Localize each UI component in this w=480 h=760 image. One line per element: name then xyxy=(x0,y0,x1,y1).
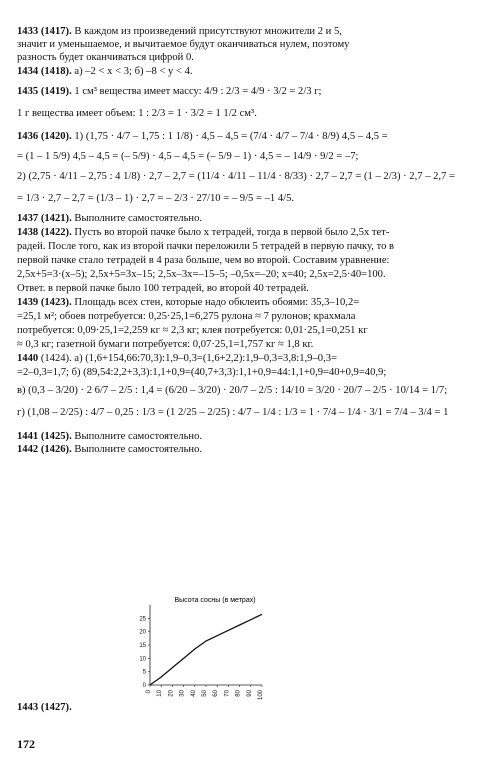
x-tick-label: 80 xyxy=(235,690,242,697)
exercise-text: (1424). а) (1,6+154,66:70,3):1,9–0,3=(1,6+2,2):1,9–0,3=3,8:1,9–0,3= xyxy=(38,353,337,364)
exercise-number: 1440 xyxy=(17,353,39,364)
exercise-text: Выполните самостоятельно. xyxy=(71,213,203,224)
x-tick-label: 0 xyxy=(146,690,152,694)
exercise-text: Площадь всех стен, которые надо обклеить обоями: 35,3–10,2= xyxy=(71,297,360,308)
text-line xyxy=(17,240,465,253)
text-line xyxy=(17,51,465,64)
text-line xyxy=(17,366,465,379)
exercise-text: = (1 – 1 5/9) 4,5 – 4,5 = (– 5/9) · 4,5 – 4,5 = (– 5/9 – 1) · 4,5 = – 14/9 · 9/2 = –7; xyxy=(17,151,359,162)
x-tick-label: 30 xyxy=(179,690,186,697)
text-line xyxy=(17,65,465,78)
exercise-text: 1) (1,75 · 4/7 – 1,75 : 1 1/8) · 4,5 – 4,5 = (7/4 · 4/7 – 7/4 · 8/9) 4,5 – 4,5 = xyxy=(71,131,388,142)
exercise-text: а) –2 < x < 3; б) –8 < y < 4. xyxy=(71,66,193,77)
text-line xyxy=(17,268,465,281)
exercise-text: первой пачке стало тетрадей в 4 раза больше, чем во второй. Составим уравнение: xyxy=(17,255,390,266)
y-tick-label: 15 xyxy=(139,643,146,649)
text-line xyxy=(17,107,465,120)
text-line xyxy=(17,296,465,309)
exercise-text: 1 г вещества имеет объем: 1 : 2/3 = 1 · 3/2 = 1 1/2 см³. xyxy=(17,108,257,119)
exercise-number: 1434 (1418). xyxy=(17,66,72,77)
exercise-text: = 1/3 · 2,7 – 2,7 = (1/3 – 1) · 2,7 = – 2/3 · 27/10 = – 9/5 = –1 4/5. xyxy=(17,193,295,204)
exercise-number: 1442 (1426). xyxy=(17,444,72,455)
text-line xyxy=(17,310,465,323)
exercise-text: В каждом из произведений присутствуют множители 2 и 5, xyxy=(71,26,342,37)
exercise-text: в) (0,3 – 3/20) · 2 6/7 – 2/5 : 1,4 = (6/20 – 3/20) · 20/7 – 2/5 : 14/10 = 3/20 · 20/7 – 2/5 · 10/14 = 1/7; xyxy=(17,385,448,396)
text-line xyxy=(17,226,465,239)
text-line xyxy=(17,430,465,443)
exercise-text: 2,5x+5=3·(x–5); 2,5x+5=3x–15; 2,5x–3x=–15–5; –0,5x=–20; x=40; 2,5x=2,5·40=100. xyxy=(17,269,386,280)
text-line xyxy=(17,324,465,337)
exercise-text: значит и уменьшаемое, и вычитаемое будут оканчиваться нулем, поэтому xyxy=(17,39,350,50)
exercise-number: 1436 (1420). xyxy=(17,131,72,142)
text-line xyxy=(17,406,465,419)
exercise-number: 1437 (1421). xyxy=(17,213,72,224)
y-tick-label: 5 xyxy=(142,669,146,676)
text-line xyxy=(17,352,465,365)
exercise-text: Пусть во второй пачке было x тетрадей, тогда в первой было 2,5x тет- xyxy=(71,227,390,238)
x-tick-label: 100 xyxy=(258,690,264,701)
text-line xyxy=(17,338,465,351)
y-tick-label: 25 xyxy=(139,616,146,623)
x-tick-label: 90 xyxy=(246,690,253,697)
text-line xyxy=(17,150,465,163)
text-line xyxy=(17,384,465,397)
text-line xyxy=(17,254,465,267)
exercise-number: 1433 (1417). xyxy=(17,26,72,37)
text-line xyxy=(17,282,465,295)
y-tick-label: 10 xyxy=(139,656,146,663)
text-line xyxy=(17,212,465,225)
text-line xyxy=(17,85,465,98)
exercise-number: 1435 (1419). xyxy=(17,86,72,97)
pine-height-chart xyxy=(110,595,270,712)
x-tick-label: 20 xyxy=(168,690,175,697)
x-tick-label: 60 xyxy=(213,690,220,697)
exercise-text: =2–0,3=1,7; б) (89,54:2,2+3,3):1,1+0,9=(40,7+3,3):1,1+0,9=44:1,1+0,9=40+0,9=40,9; xyxy=(17,367,387,378)
chart-title: Высота сосны (в метрах) xyxy=(174,597,256,604)
page-number: 172 xyxy=(17,737,35,751)
text-line xyxy=(17,170,465,183)
exercise-number: 1441 (1425). xyxy=(17,431,72,442)
exercise-text: Ответ. в первой пачке было 100 тетрадей, во второй 40 тетрадей. xyxy=(17,283,309,294)
exercise-text: Выполните самостоятельно. xyxy=(71,431,203,442)
exercise-text: Выполните самостоятельно. xyxy=(71,444,203,455)
y-tick-label: 0 xyxy=(142,683,146,689)
exercise-number: 1443 (1427). xyxy=(17,702,72,713)
exercise-text: =25,1 м²; обоев потребуется: 0,25·25,1=6,275 рулона ≈ 7 рулонов; крахмала xyxy=(17,311,356,322)
y-tick-label: 20 xyxy=(139,629,146,636)
x-tick-label: 50 xyxy=(202,690,208,697)
exercise-text: 2) (2,75 · 4/11 – 2,75 : 4 1/8) · 2,7 – 2,7 = (11/4 · 4/11 – 11/4 · 8/33) · 2,7 – 2,7 = (1 – 2/3) · 2,7 – 2,7 = xyxy=(17,171,455,182)
text-line xyxy=(17,25,465,38)
text-line xyxy=(17,443,465,456)
text-line xyxy=(17,192,465,205)
x-tick-label: 70 xyxy=(224,690,231,697)
height-series-line xyxy=(150,614,262,685)
x-tick-label: 40 xyxy=(190,690,197,697)
chart-svg xyxy=(110,595,270,707)
exercise-text: потребуется: 0,09·25,1=2,259 кг ≈ 2,3 кг; клея потребуется: 0,01·25,1=0,251 кг xyxy=(17,325,368,336)
x-tick-label: 10 xyxy=(157,690,164,697)
exercise-number: 1438 (1422). xyxy=(17,227,72,238)
exercise-number: 1439 (1423). xyxy=(17,297,72,308)
text-line xyxy=(17,38,465,51)
exercise-text: г) (1,08 – 2/25) : 4/7 – 0,25 : 1/3 = (1 2/25 – 2/25) : 4/7 – 1/4 : 1/3 = 1 · 7/4 – 1/4 · 3/1 = 7/4 – 3/4 = 1 xyxy=(17,407,449,418)
text-line xyxy=(17,130,465,143)
exercise-text: ≈ 0,3 кг; газетной бумаги потребуется: 0,07·25,1=1,757 кг ≈ 1,8 кг. xyxy=(17,339,314,350)
exercise-text: 1 см³ вещества имеет массу: 4/9 : 2/3 = 4/9 · 3/2 = 2/3 г; xyxy=(71,86,322,97)
exercise-text: разность будет оканчиваться цифрой 0. xyxy=(17,52,194,63)
exercise-text: радей. После того, как из второй пачки переложили 5 тетрадей в первую пачку, то в xyxy=(17,241,395,252)
